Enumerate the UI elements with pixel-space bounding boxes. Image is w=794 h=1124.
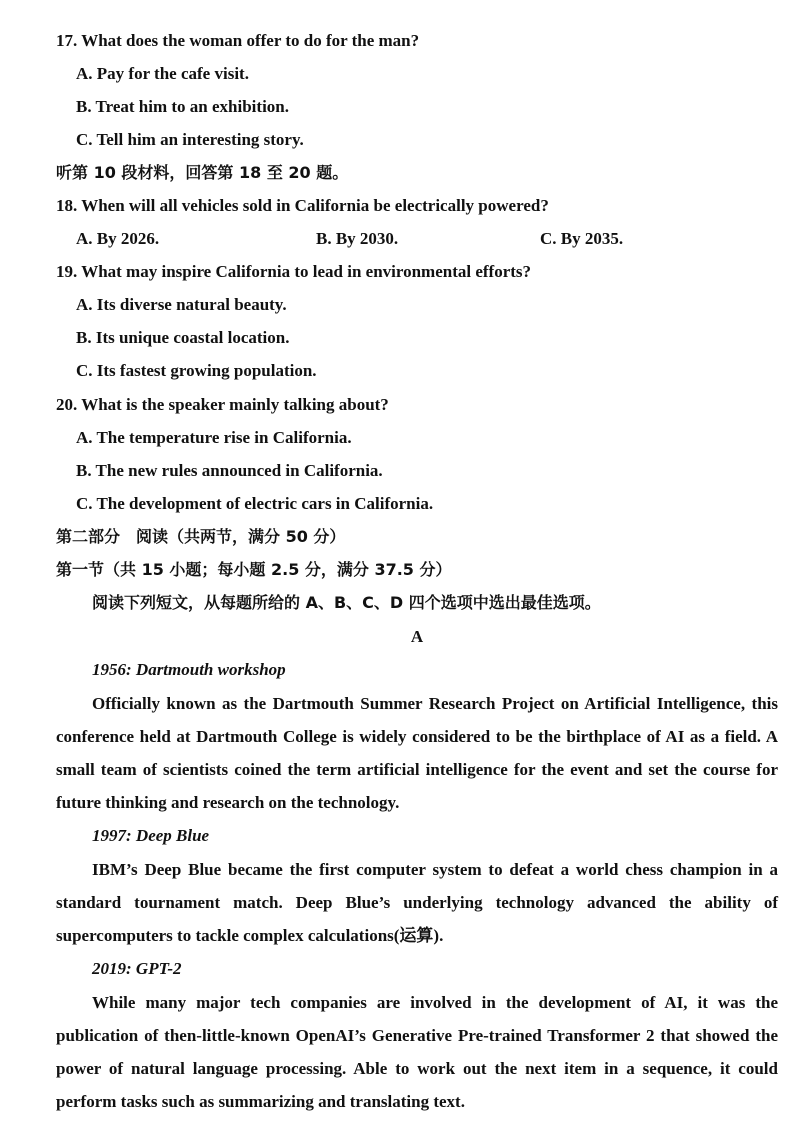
part-two-title: 第二部分 阅读（共两节，满分 50 分）: [56, 527, 346, 546]
q18-option-a: A. By 2026.: [76, 229, 160, 248]
passage-paragraph-1997: [56, 853, 778, 952]
q19-option-b: B. Its unique coastal location.: [76, 328, 290, 347]
passage-paragraph-1956: [56, 687, 778, 819]
q18-option-b: B. By 2030.: [316, 229, 399, 248]
reading-directions: 阅读下列短文，从每题所给的 A、B、C、D 四个选项中选出最佳选项。: [92, 593, 601, 612]
paragraph-text: Officially known as the Dartmouth Summer Research Project on Artificial Intelligence, this conference held at Dartmouth College is widely considered to be the birthplace of AI as a field. A small team of scientists coined the term artificial intelligence for the event and set the course for future thinking and research on the technology.: [56, 694, 778, 812]
question-18: 18. When will all vehicles sold in California be electrically powered?: [56, 196, 549, 215]
paragraph-text: IBM’s Deep Blue became the first computer system to defeat a world chess champion in a standard tournament match. Deep Blue’s underlying technology advanced the ability of supercomputers to tackle complex calculations(运算).: [56, 860, 778, 945]
passage-paragraph-2019: [56, 986, 778, 1118]
question-19: 19. What may inspire California to lead in environmental efforts?: [56, 262, 532, 281]
passage-heading-1997: 1997: Deep Blue: [92, 826, 210, 845]
passage-label: A: [410, 627, 424, 646]
section-one-title: 第一节（共 15 小题；每小题 2.5 分，满分 37.5 分）: [56, 560, 452, 579]
q20-option-b: B. The new rules announced in California.: [76, 461, 383, 480]
passage-heading-2019: 2019: GPT-2: [92, 959, 182, 978]
listening-instruction: 听第 10 段材料，回答第 18 至 20 题。: [56, 163, 349, 182]
question-17: 17. What does the woman offer to do for the man?: [56, 31, 420, 50]
q19-option-c: C. Its fastest growing population.: [76, 361, 317, 380]
q17-option-a: A. Pay for the cafe visit.: [76, 64, 249, 83]
passage-heading-1956: 1956: Dartmouth workshop: [92, 660, 286, 679]
q20-option-a: A. The temperature rise in California.: [76, 428, 352, 447]
question-20: 20. What is the speaker mainly talking about?: [56, 395, 389, 414]
paragraph-text: While many major tech companies are involved in the development of AI, it was the publication of then-little-known OpenAI’s Generative Pre-trained Transformer 2 that showed the power of natural language processing. Able to work out the next item in a sequence, it could perform tasks such as summarizing and translating text.: [56, 993, 778, 1111]
q18-option-c: C. By 2035.: [540, 229, 624, 248]
q20-option-c: C. The development of electric cars in California.: [76, 494, 434, 513]
q19-option-a: A. Its diverse natural beauty.: [76, 295, 287, 314]
q17-option-c: C. Tell him an interesting story.: [76, 130, 304, 149]
q17-option-b: B. Treat him to an exhibition.: [76, 97, 289, 116]
